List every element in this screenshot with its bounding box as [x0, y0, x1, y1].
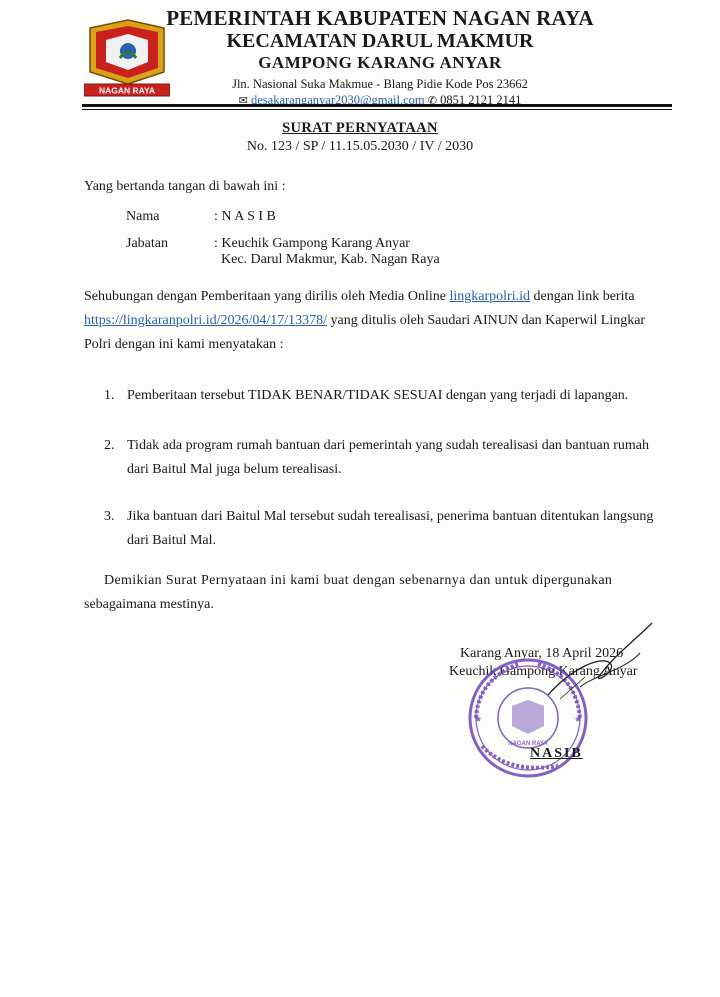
- news-article-link[interactable]: https://lingkaranpolri.id/2026/04/17/13378/: [84, 313, 328, 328]
- phone-icon: ✆: [427, 95, 437, 107]
- field-label-nama: Nama: [126, 209, 160, 224]
- paragraph-1-text-a: Sehubungan dengan Pemberitaan yang dirilis oleh Media Online: [84, 289, 446, 304]
- document-number: No. 123 / SP / 11.15.05.2030 / IV / 2030: [246, 139, 474, 154]
- field-label-jabatan: Jabatan: [126, 236, 168, 251]
- paragraph-1-text-c: yang ditulis oleh Saudari AINUN dan Kaperwil Lingkar: [330, 313, 646, 328]
- letterhead-email[interactable]: desakaranganyar2030@gmail.com: [251, 93, 425, 107]
- letterhead-district: KECAMATAN DARUL MAKMUR: [226, 30, 534, 52]
- statement-2-text-line-2: dari Baitul Mal juga belum terealisasi.: [127, 462, 342, 477]
- statement-3-text-line-2: dari Baitul Mal.: [127, 533, 217, 548]
- paragraph-1-line-1: [84, 288, 635, 306]
- statement-1-text: Pemberitaan tersebut TIDAK BENAR/TIDAK SESUAI dengan yang terjadi di lapangan.: [127, 388, 629, 403]
- letterhead-address: Jln. Nasional Suka Makmue - Blang Pidie Kode Pos 23662: [232, 77, 528, 91]
- letterhead: [150, 6, 610, 109]
- letterhead-phone: 0851 2121 2141: [440, 93, 522, 107]
- statement-1-number: 1.: [104, 388, 115, 403]
- intro-line: Yang bertanda tangan di bawah ini :: [84, 179, 286, 194]
- signature-role: Keuchik Gampong Karang Anyar: [449, 664, 638, 679]
- paragraph-1-text-b: dengan link berita: [533, 289, 635, 304]
- paragraph-1-line-2: [84, 312, 645, 330]
- statement-2-text-line-1: Tidak ada program rumah bantuan dari pemerintah yang sudah terealisasi dan bantuan rumah: [127, 438, 649, 453]
- statement-3-text-line-1: Jika bantuan dari Baitul Mal tersebut sudah terealisasi, penerima bantuan ditentukan langsung: [127, 509, 654, 524]
- field-value-nama: : N A S I B: [214, 209, 276, 224]
- statement-2-number: 2.: [104, 438, 115, 453]
- field-value-jabatan: : Keuchik Gampong Karang Anyar: [214, 236, 410, 251]
- media-online-link[interactable]: lingkarpolri.id: [449, 289, 530, 304]
- letterhead-government: PEMERINTAH KABUPATEN NAGAN RAYA: [166, 6, 594, 30]
- header-rule-thin: [82, 109, 672, 110]
- letterhead-village: GAMPONG KARANG ANYAR: [258, 53, 502, 72]
- closing-line-1: Demikian Surat Pernyataan ini kami buat dengan sebenarnya dan untuk dipergunakan: [104, 573, 613, 588]
- signature-place-date: Karang Anyar, 18 April 2026: [460, 646, 624, 661]
- svg-text:★: ★: [574, 714, 583, 724]
- paragraph-1-line-3: Polri dengan ini kami menyatakan :: [84, 337, 284, 352]
- handwritten-signature: [540, 615, 660, 705]
- header-rule-thick: [82, 104, 672, 107]
- document-title: SURAT PERNYATAAN: [282, 120, 438, 136]
- signatory-name: NASIB: [530, 746, 583, 761]
- statement-3-number: 3.: [104, 509, 115, 524]
- field-value-jabatan-line2: Kec. Darul Makmur, Kab. Nagan Raya: [221, 252, 440, 267]
- stamp-center-text: NAGAN RAYA: [508, 741, 548, 747]
- logo-caption: NAGAN RAYA: [98, 85, 156, 96]
- closing-line-2: sebagaimana mestinya.: [84, 597, 214, 612]
- email-icon: ✉: [238, 95, 248, 107]
- svg-text:★: ★: [474, 714, 483, 724]
